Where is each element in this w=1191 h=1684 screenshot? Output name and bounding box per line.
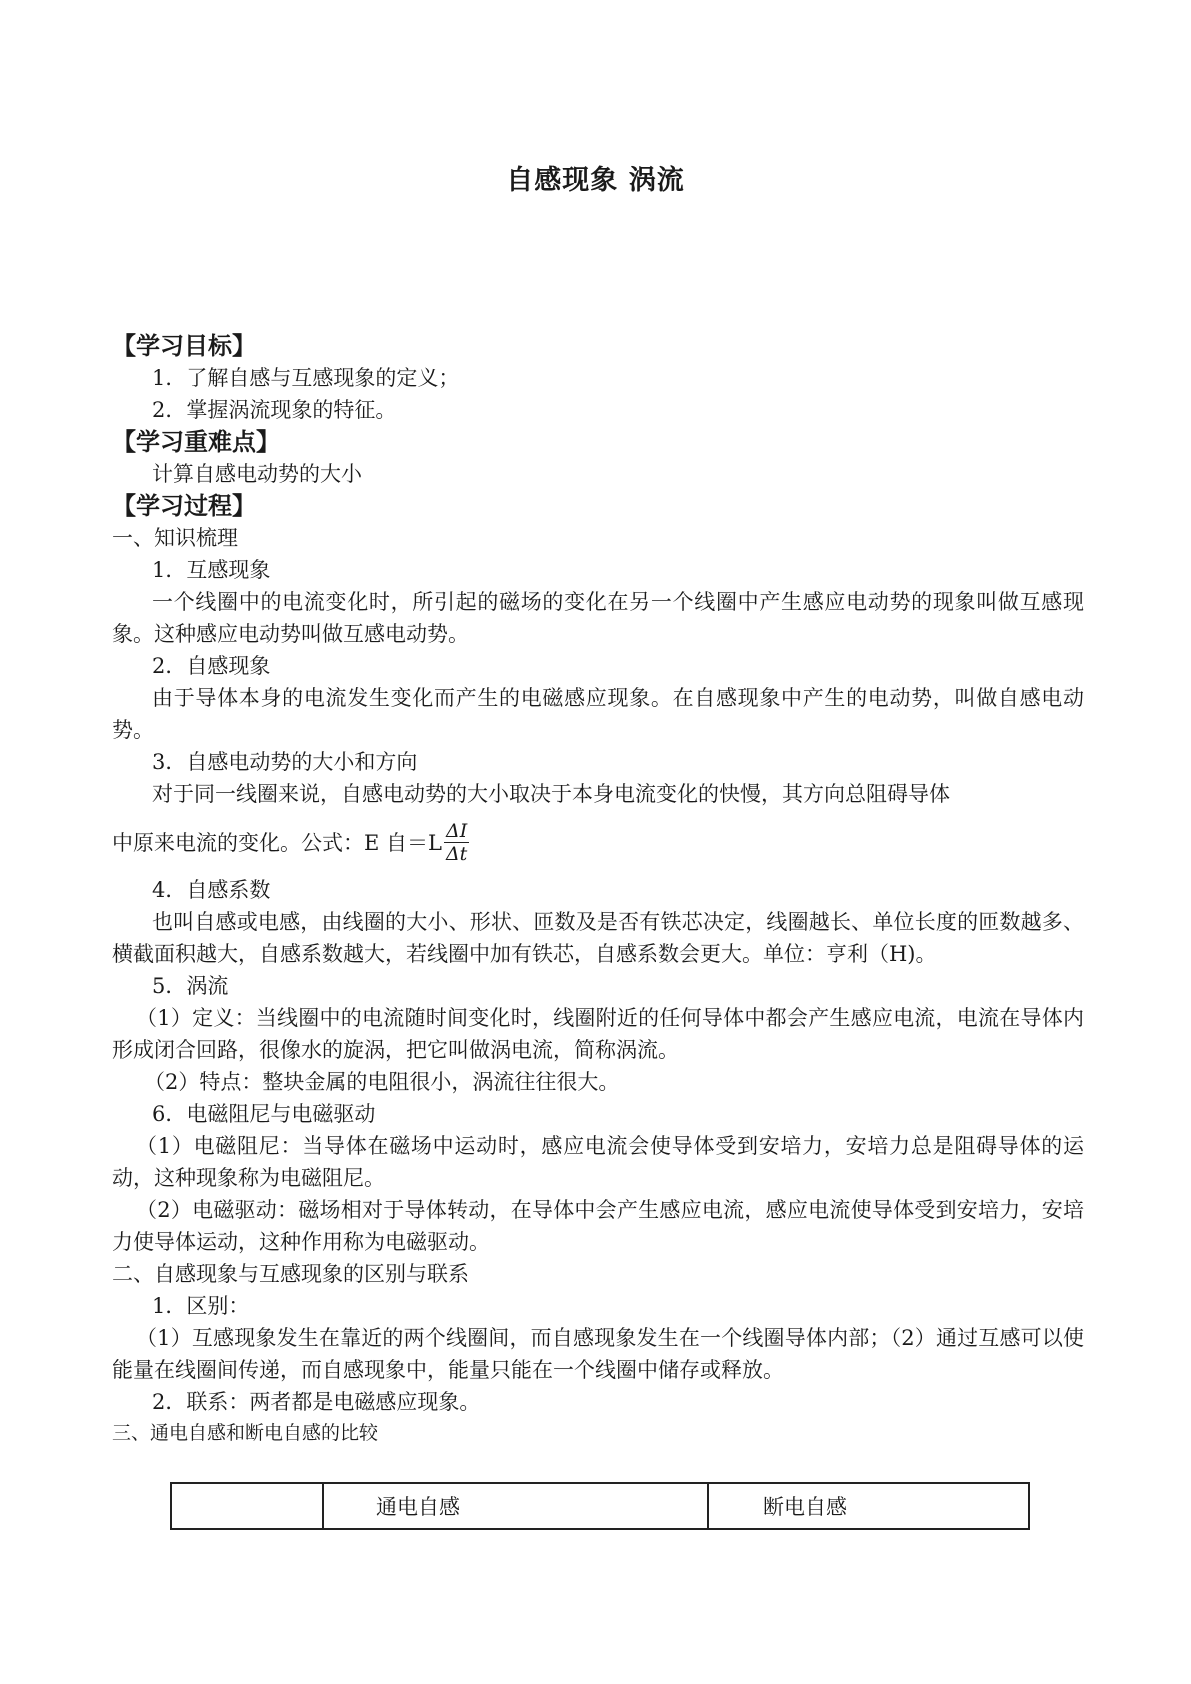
comparison-table xyxy=(170,1482,1030,1530)
section-title: 1．互感现象 xyxy=(152,558,271,582)
section-text: （1）定义：当线圈中的电流随时间变化时，线圈附近的任何导体中都会产生感应电流，电流在导体内形成闭合回路，很像水的旋涡，把它叫做涡电流，简称涡流。 xyxy=(112,1006,1084,1062)
section-text: 一个线圈中的电流变化时，所引起的磁场的变化在另一个线圈中产生感应电动势的现象叫做互感现象。这种感应电动势叫做互感电动势。 xyxy=(112,590,1084,646)
keypoints-heading: 【学习重难点】 xyxy=(112,428,280,456)
section-title: 2．自感现象 xyxy=(152,654,271,678)
section-text: （2）电磁驱动：磁场相对于导体转动，在导体中会产生感应电流，感应电流使导体受到安培力，安培力使导体运动，这种作用称为电磁驱动。 xyxy=(112,1198,1084,1254)
section-title: 1．区别： xyxy=(152,1294,250,1318)
fraction xyxy=(444,820,469,865)
section-text: 对于同一线圈来说，自感电动势的大小取决于本身电流变化的快慢，其方向总阻碍导体 xyxy=(152,782,950,806)
part2-heading: 二、自感现象与互感现象的区别与联系 xyxy=(112,1262,469,1286)
section-text: （2）特点：整块金属的电阻很小，涡流往往很大。 xyxy=(144,1070,620,1094)
section-text: 由于导体本身的电流发生变化而产生的电磁感应现象。在自感现象中产生的电动势，叫做自感电动势。 xyxy=(112,686,1084,742)
part1-heading: 一、知识梳理 xyxy=(112,526,238,550)
table-header-cell: 断电自感 xyxy=(708,1483,1029,1529)
section-title: 3．自感电动势的大小和方向 xyxy=(152,750,418,774)
section-text: （1）互感现象发生在靠近的两个线圈间，而自感现象发生在一个线圈导体内部；（2）通过互感可以使能量在线圈间传递，而自感现象中，能量只能在一个线圈中储存或释放。 xyxy=(112,1326,1084,1382)
section-title: 4．自感系数 xyxy=(152,878,271,902)
objective-item: 1．了解自感与互感现象的定义； xyxy=(152,366,460,390)
fraction-denominator: Δt xyxy=(445,842,468,865)
document-body xyxy=(112,330,1084,1448)
fraction-numerator: ΔI xyxy=(446,819,468,842)
formula-line xyxy=(112,810,1084,874)
process-heading: 【学习过程】 xyxy=(112,492,256,520)
table-row xyxy=(171,1483,1029,1529)
section-text: 2．联系：两者都是电磁感应现象。 xyxy=(152,1390,481,1414)
formula-prefix: 中原来电流的变化。公式：E 自＝L xyxy=(112,831,442,855)
section-text: 也叫自感或电感，由线圈的大小、形状、匝数及是否有铁芯决定，线圈越长、单位长度的匝数越多、横截面积越大，自感系数越大，若线圈中加有铁芯，自感系数会更大。单位：亨利（H)。 xyxy=(112,910,1084,966)
section-title: 5．涡流 xyxy=(152,974,229,998)
page-title: 自感现象 涡流 xyxy=(506,165,685,196)
keypoint-text: 计算自感电动势的大小 xyxy=(152,462,362,486)
table-cell xyxy=(171,1483,323,1529)
objective-item: 2．掌握涡流现象的特征。 xyxy=(152,398,397,422)
section-title: 6．电磁阻尼与电磁驱动 xyxy=(152,1102,376,1126)
part3-heading: 三、通电自感和断电自感的比较 xyxy=(112,1422,379,1444)
table-header-cell: 通电自感 xyxy=(323,1483,708,1529)
objectives-heading: 【学习目标】 xyxy=(112,332,256,360)
section-text: （1）电磁阻尼：当导体在磁场中运动时，感应电流会使导体受到安培力，安培力总是阻碍导体的运动，这种现象称为电磁阻尼。 xyxy=(112,1134,1084,1190)
